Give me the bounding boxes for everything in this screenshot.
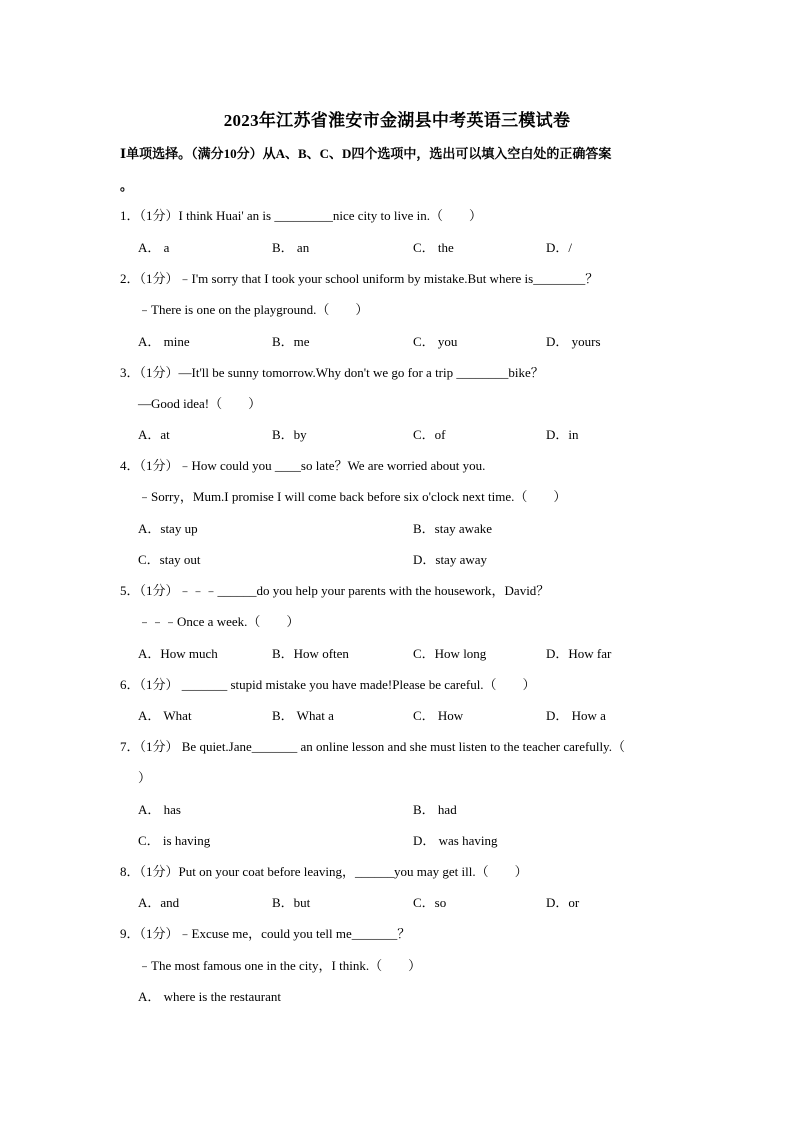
question-1-option-a[interactable]: A． a: [138, 240, 170, 255]
question-3-stem: 3．（1分）—It'll be sunny tomorrow.Why don't we go for a trip ________bike？: [120, 365, 544, 380]
question-7-option-c[interactable]: C． is having: [138, 833, 211, 848]
question-3-stem-line2: —Good idea!（ ）: [138, 396, 262, 411]
question-7-stem: 7．（1分） Be quiet.Jane_______ an online lesson and she must listen to the teacher carefully.（: [120, 739, 625, 754]
question-5-stem-line2: ﹣﹣﹣Once a week.（ ）: [138, 614, 300, 629]
question-6-stem: 6．（1分） _______ stupid mistake you have made!Please be careful.（ ）: [120, 677, 536, 692]
question-7-option-a[interactable]: A． has: [138, 802, 181, 817]
question-5-option-c[interactable]: C．How long: [413, 646, 487, 661]
question-9-stem: 9．（1分）﹣Excuse me，could you tell me_______？: [120, 926, 411, 941]
question-8-option-b[interactable]: B．but: [272, 895, 311, 910]
question-6-option-a[interactable]: A． What: [138, 708, 192, 723]
question-5-option-d[interactable]: D．How far: [546, 646, 612, 661]
question-3-option-d[interactable]: D．in: [546, 427, 579, 442]
question-3-option-b[interactable]: B．by: [272, 427, 307, 442]
question-7-option-b[interactable]: B． had: [413, 802, 457, 817]
question-7-option-d[interactable]: D． was having: [413, 833, 498, 848]
question-4-stem: 4．（1分）﹣How could you ____so late？We are worried about you.: [120, 458, 486, 473]
exam-title: 2023年江苏省淮安市金湖县中考英语三模试卷: [223, 111, 571, 130]
question-5-option-b[interactable]: B．How often: [272, 646, 349, 661]
section-heading-tail: 。: [120, 178, 134, 193]
question-6-option-d[interactable]: D． How a: [546, 708, 606, 723]
question-9-stem-line2: ﹣The most famous one in the city，I think.（ ）: [138, 958, 422, 973]
section-heading: Ⅰ单项选择。（满分10分）从A、B、C、D四个选项中，选出可以填入空白处的正确答案: [120, 146, 612, 161]
question-7-stem-line2: ）: [138, 770, 152, 785]
question-8-option-a[interactable]: A．and: [138, 895, 180, 910]
question-6-option-c[interactable]: C． How: [413, 708, 464, 723]
question-2-option-b[interactable]: B．me: [272, 334, 310, 349]
question-1-option-d[interactable]: D．/: [546, 240, 573, 255]
question-3-option-a[interactable]: A．at: [138, 427, 170, 442]
question-4-option-a[interactable]: A．stay up: [138, 521, 198, 536]
question-6-option-b[interactable]: B． What a: [272, 708, 334, 723]
question-9-option-a[interactable]: A． where is the restaurant: [138, 989, 281, 1004]
question-2-stem-line2: ﹣There is one on the playground.（ ）: [138, 302, 369, 317]
question-3-option-c[interactable]: C．of: [413, 427, 446, 442]
question-2-option-d[interactable]: D． yours: [546, 334, 601, 349]
question-1-stem: 1．（1分）I think Huai' an is _________nice city to live in.（ ）: [120, 208, 482, 223]
question-2-option-c[interactable]: C． you: [413, 334, 458, 349]
question-8-option-d[interactable]: D．or: [546, 895, 580, 910]
question-8-stem: 8．（1分）Put on your coat before leaving，______you may get ill.（ ）: [120, 864, 528, 879]
question-2-option-a[interactable]: A． mine: [138, 334, 190, 349]
question-1-option-b[interactable]: B． an: [272, 240, 310, 255]
question-5-option-a[interactable]: A．How much: [138, 646, 218, 661]
question-4-option-b[interactable]: B．stay awake: [413, 521, 493, 536]
question-2-stem: 2．（1分）﹣I'm sorry that I took your school uniform by mistake.But where is________？: [120, 271, 599, 286]
question-8-option-c[interactable]: C．so: [413, 895, 447, 910]
question-4-option-c[interactable]: C．stay out: [138, 552, 201, 567]
question-5-stem: 5．（1分）﹣﹣﹣______do you help your parents with the housework，David？: [120, 583, 550, 598]
question-4-stem-line2: ﹣Sorry，Mum.I promise I will come back before six o'clock next time.（ ）: [138, 489, 567, 504]
question-4-option-d[interactable]: D．stay away: [413, 552, 488, 567]
question-1-option-c[interactable]: C． the: [413, 240, 454, 255]
